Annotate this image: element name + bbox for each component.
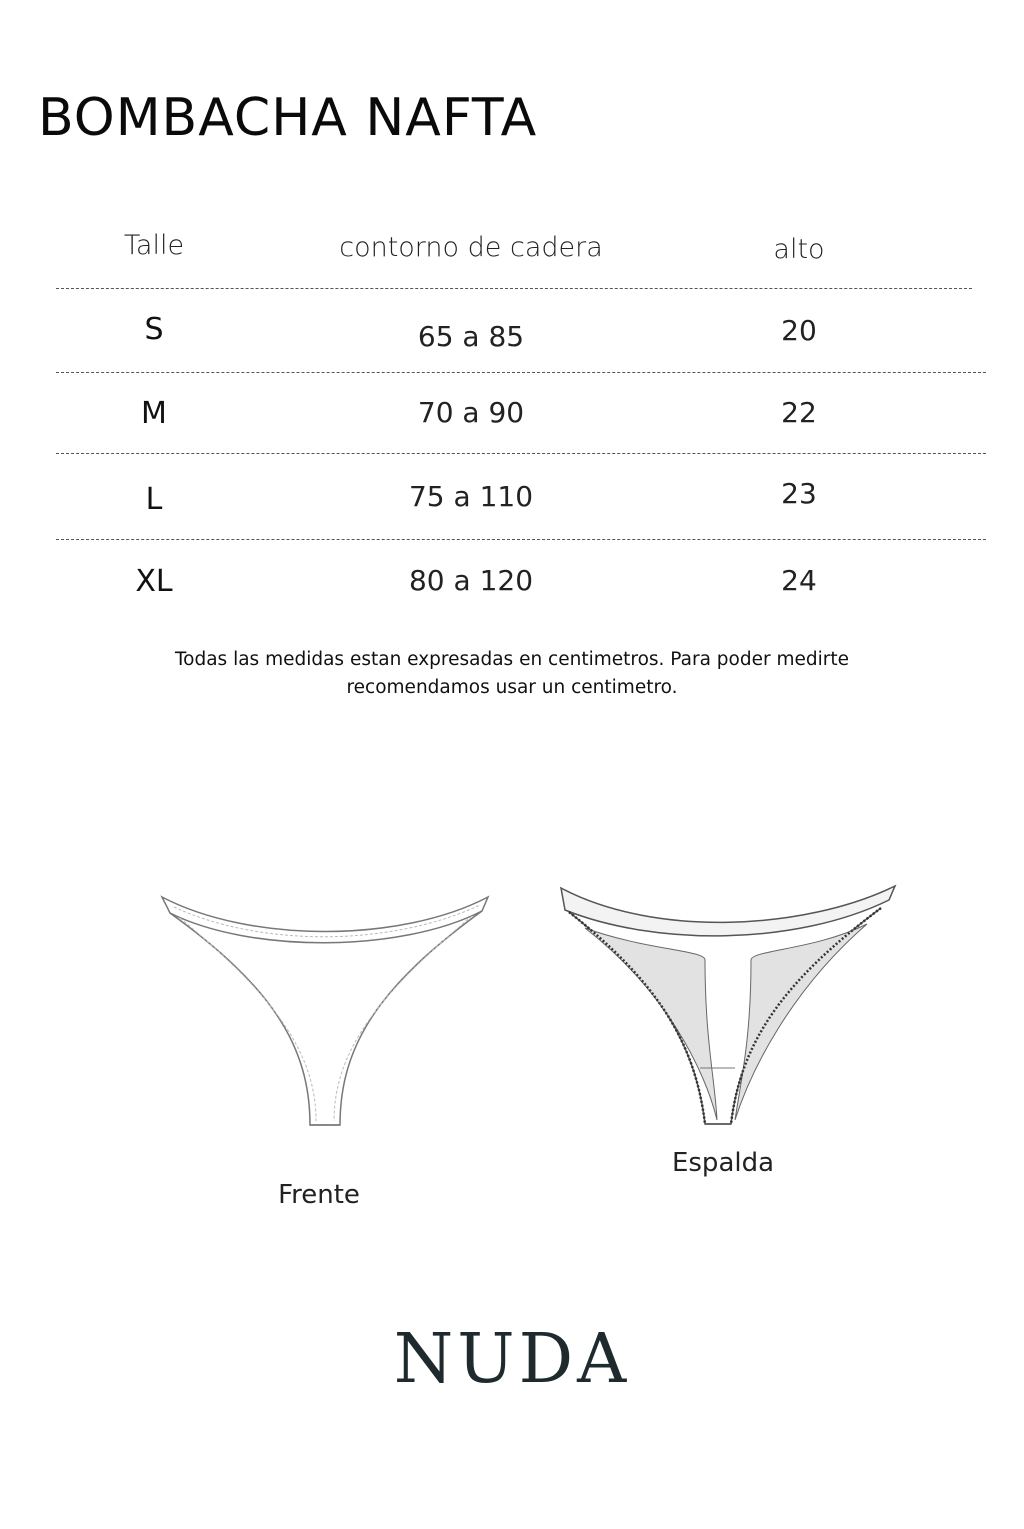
row-xl-height: 24 <box>781 564 817 597</box>
row-l-hip: 75 a 110 <box>408 480 534 513</box>
back-garment-drawing <box>555 880 905 1130</box>
row-s-size: S <box>144 312 164 347</box>
table-divider <box>56 539 986 540</box>
brand-logo: NUDA <box>393 1320 631 1399</box>
row-xl-size: XL <box>135 564 173 599</box>
table-divider <box>56 453 986 454</box>
front-caption: Frente <box>278 1180 360 1210</box>
row-m-hip: 70 a 90 <box>417 396 525 429</box>
table-divider <box>56 372 986 373</box>
row-l-height: 23 <box>781 477 817 510</box>
row-m-size: M <box>141 396 167 431</box>
measurement-note <box>0 646 1024 702</box>
front-garment-drawing <box>150 885 500 1135</box>
column-header-height: alto <box>773 234 825 265</box>
note-line-1: Todas las medidas estan expresadas en centimetros. Para poder medirte <box>175 649 849 670</box>
column-header-hip: contorno de cadera <box>339 232 603 263</box>
back-caption: Espalda <box>671 1148 775 1178</box>
row-m-height: 22 <box>781 396 817 429</box>
column-header-size: Talle <box>123 230 185 261</box>
page-title: BOMBACHA NAFTA <box>38 88 538 148</box>
table-divider <box>56 288 972 289</box>
row-s-hip: 65 a 85 <box>417 320 525 353</box>
note-line-2: recomendamos usar un centimetro. <box>346 677 678 698</box>
row-s-height: 20 <box>781 314 817 347</box>
row-l-size: L <box>145 482 163 517</box>
row-xl-hip: 80 a 120 <box>408 564 534 597</box>
